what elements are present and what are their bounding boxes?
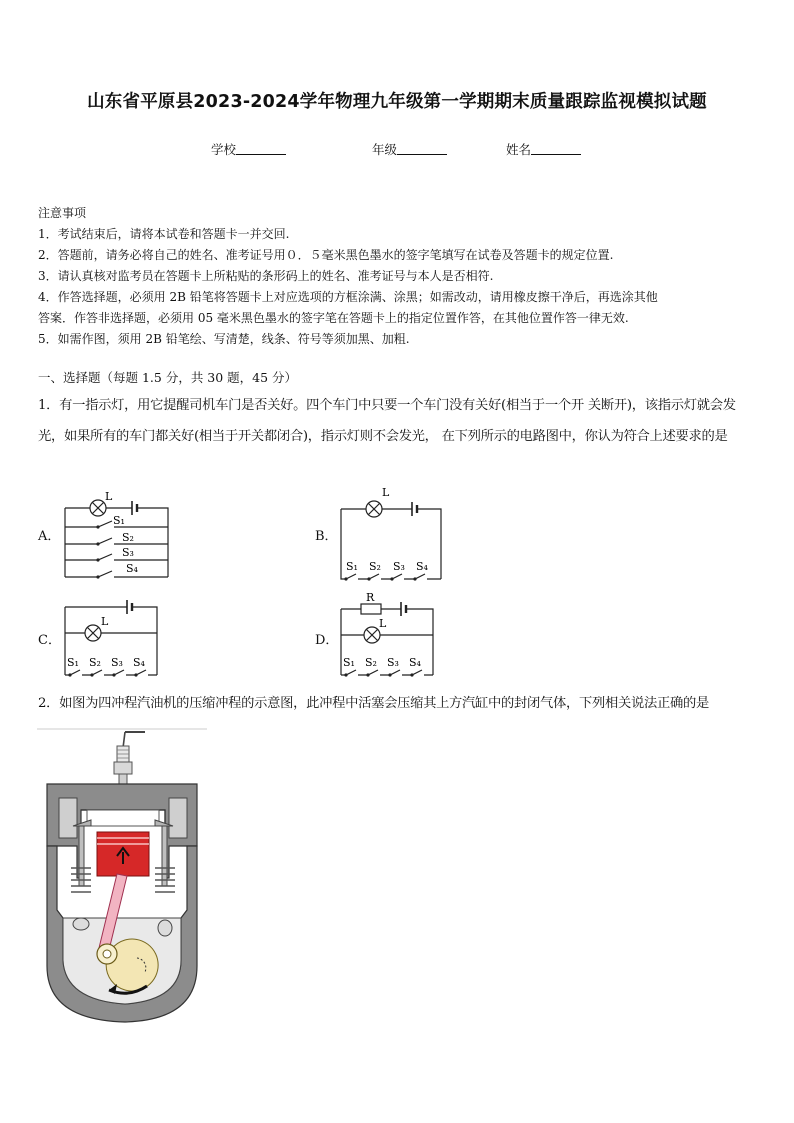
circuit-a-diagram: [60, 488, 175, 582]
grade-blank: [397, 143, 447, 155]
notes-item: 答案．作答非选择题，必须用 05 毫米黑色墨水的签字笔在答题卡上的指定位置作答，在其他位置作答一律无效.: [38, 311, 629, 325]
name-field: [506, 140, 581, 158]
grade-field: [372, 140, 447, 158]
circuit-d-resistor-label: R: [366, 591, 375, 604]
option-d-label: D．: [315, 633, 339, 648]
spark-plug-icon: [114, 732, 145, 786]
circuit-c-lamp-label: L: [101, 615, 109, 628]
circuit-d-s2-label: S₂: [365, 656, 377, 669]
circuit-d-s1-label: S₁: [343, 656, 355, 669]
circuit-a-s4-label: S₄: [126, 562, 138, 575]
option-c-label: C．: [38, 633, 61, 648]
circuit-b-s4-label: S₄: [416, 560, 428, 573]
circuit-b-diagram: [336, 482, 446, 584]
circuit-d-diagram: [336, 590, 441, 680]
school-label: 学校: [211, 142, 237, 157]
question-2-text: 2．如图为四冲程汽油机的压缩冲程的示意图，此冲程中活塞会压缩其上方汽缸中的封闭气体，下列相关说法正确的是: [38, 696, 709, 711]
circuit-a-s3-label: S₃: [122, 546, 134, 559]
circuit-b-s3-label: S₃: [393, 560, 405, 573]
page-title: 山东省平原县2023-2024学年物理九年级第一学期期末质量跟踪监视模拟试题: [87, 92, 707, 112]
notes-item: 3．请认真核对监考员在答题卡上所粘贴的条形码上的姓名、准考证号与本人是否相符.: [38, 269, 494, 283]
circuit-c-s3-label: S₃: [111, 656, 123, 669]
notes-item: 2．答题前，请务必将自己的姓名、准考证号用０．５毫米黑色墨水的签字笔填写在试卷及答题卡的规定位置.: [38, 248, 614, 262]
circuit-b-lamp-label: L: [382, 486, 390, 499]
notes-item: 5．如需作图，须用 2B 铅笔绘、写清楚，线条、符号等须加黑、加粗.: [38, 332, 410, 346]
notes-item: 1．考试结束后，请将本试卷和答题卡一并交回.: [38, 227, 290, 241]
circuit-c-s2-label: S₂: [89, 656, 101, 669]
option-a-label: A．: [38, 529, 61, 544]
cam-right-icon: [158, 920, 172, 936]
circuit-b-s1-label: S₁: [346, 560, 358, 573]
circuit-c-s1-label: S₁: [67, 656, 79, 669]
circuit-c-s4-label: S₄: [133, 656, 145, 669]
piston: [97, 832, 149, 876]
circuit-c-diagram: [60, 596, 165, 680]
school-blank: [236, 143, 286, 155]
circuit-a-lamp-label: L: [105, 490, 113, 503]
name-label: 姓名: [506, 142, 532, 157]
option-b-label: B．: [315, 529, 338, 544]
notes-block: [38, 203, 763, 350]
notes-heading: 注意事项: [38, 206, 87, 220]
circuit-b-s2-label: S₂: [369, 560, 381, 573]
section-heading: 一、选择题（每题 1.5 分，共 30 题，45 分）: [38, 370, 298, 385]
circuit-a-s2-label: S₂: [122, 531, 134, 544]
circuit-a-s1-label: S₁: [113, 514, 125, 527]
notes-item: 4．作答选择题，必须用 2B 铅笔将答题卡上对应选项的方框涂满、涂黑；如需改动，请用橡皮擦干净后，再选涂其他: [38, 290, 658, 304]
circuit-d-lamp-label: L: [379, 617, 387, 630]
grade-label: 年级: [372, 142, 398, 157]
circuit-d-s4-label: S₄: [409, 656, 421, 669]
name-blank: [531, 143, 581, 155]
question-1-text: 1．有一指示灯，用它提醒司机车门是否关好。四个车门中只要一个车门没有关好(相当于一个开 关断开)，该指示灯就会发光，如果所有的车门都关好(相当于开关都闭合)，指示灯则不会发光， 在下列所示的电路图中，你认为符合上述要求的是: [38, 398, 736, 444]
school-field: [211, 140, 286, 158]
engine-diagram: [37, 728, 207, 1026]
cam-left-icon: [73, 918, 89, 930]
circuit-d-s3-label: S₃: [387, 656, 399, 669]
